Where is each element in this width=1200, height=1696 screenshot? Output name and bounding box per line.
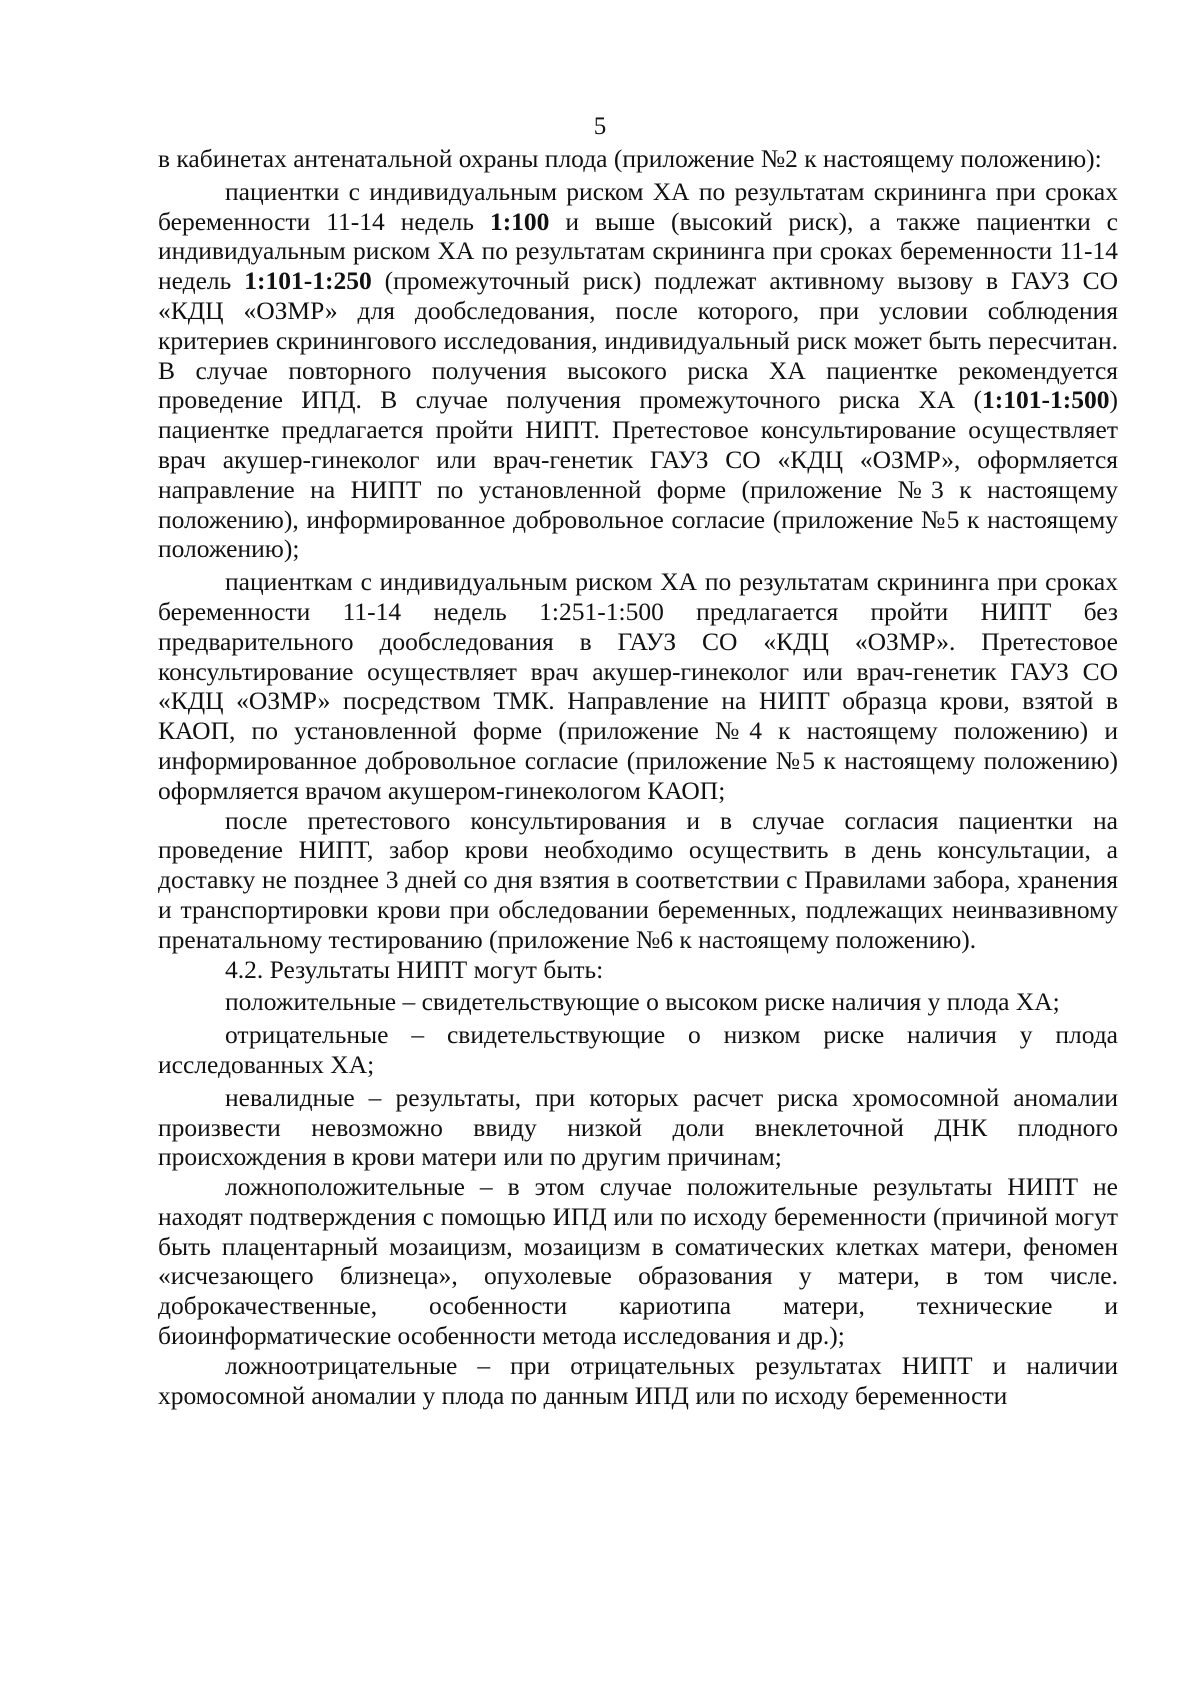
list-item: ложноотрицательные – при отрицательных результатах НИПТ и наличии хромосомной аномалии у плода по данным ИПД или по исходу беременности	[158, 1350, 1118, 1410]
list-item: невалидные – результаты, при которых расчет риска хромосомной аномалии произвести невозможно ввиду низкой доли внеклеточной ДНК плодного происхождения в крови матери или по другим причинам;	[158, 1082, 1118, 1172]
text-run: и выше (высокий риск), а также пациентки с индивидуальным риском ХА по результатам скрининга при сроках беременности 11-14 недель	[158, 206, 1118, 296]
list-item: положительные – свидетельствующие о высоком риске наличия у плода ХА;	[225, 987, 1060, 1017]
risk-value-bold: 1:101-1:500	[982, 385, 1110, 415]
list-item: ложноположительные – в этом случае положительные результаты НИПТ не находят подтверждения с помощью ИПД или по исходу беременности (причиной могут быть плацентарный мозаицизм, мозаицизм в соматических клетках матери, феномен «исчезающего близнеца», опухолевые образования у матери, в том числе. доброкачественные, особенности кариотипа матери, технические и биоинформатические особенности метода исследования и др.);	[158, 1172, 1118, 1351]
text-run: (промежуточный риск) подлежат активному вызову в ГАУЗ СО «КДЦ «ОЗМР» для дообследования, после которого, при условии соблюдения критериев скринингового исследования, индивидуальный риск может быть пересчитан. В случае повторного получения высокого риска ХА пациентке рекомендуется проведение ИПД. В случае получения промежуточного риска ХА (	[158, 266, 1118, 415]
paragraph: после претестового консультирования и в случае согласия пациентки на проведение НИПТ, забор крови необходимо осуществить в день консультации, а доставку не позднее 3 дней со дня взятия в соответствии с Правилами забора, хранения и транспортировки крови при обследовании беременных, подлежащих неинвазивному пренатальному тестированию (приложение №6 к настоящему положению).	[158, 805, 1118, 954]
section-heading: 4.2. Результаты НИПТ могут быть:	[225, 954, 604, 984]
paragraph: пациенткам с индивидуальным риском ХА по результатам скрининга при сроках беременности 11-14 недель 1:251-1:500 предлагается пройти НИПТ без предварительного дообследования в ГАУЗ СО «КДЦ «ОЗМР». Претестовое консультирование осуществляет врач акушер-гинеколог или врач-генетик ГАУЗ СО «КДЦ «ОЗМР» посредством ТМК. Направление на НИПТ образца крови, взятой в КАОП, по установленной форме (приложение №4 к настоящему положению) и информированное добровольное согласие (приложение №5 к настоящему положению) оформляется врачом акушером-гинекологом КАОП;	[158, 567, 1118, 805]
list-item: отрицательные – свидетельствующие о низком риске наличия у плода исследованных ХА;	[158, 1020, 1118, 1079]
risk-value-bold: 1:101-1:250	[244, 266, 372, 296]
paragraph	[158, 177, 1118, 564]
text-run: ) пациентке предлагается пройти НИПТ. Претестовое консультирование осуществляет врач акушер-гинеколог или врач-генетик ГАУЗ СО «КДЦ «ОЗМР», оформляется направление на НИПТ по установленной форме (приложение №3 к настоящему положению), информированное добровольное согласие (приложение №5 к настоящему положению);	[158, 385, 1118, 564]
document-body	[158, 144, 1118, 1410]
risk-value-bold: 1:100	[489, 206, 550, 236]
paragraph: в кабинетах антенатальной охраны плода (приложение №2 к настоящему положению):	[158, 144, 1102, 173]
page-number: 5	[593, 113, 607, 140]
text-run: пациентки с индивидуальным риском ХА по результатам скрининга при сроках беременности 11-14 недель	[158, 176, 1118, 236]
